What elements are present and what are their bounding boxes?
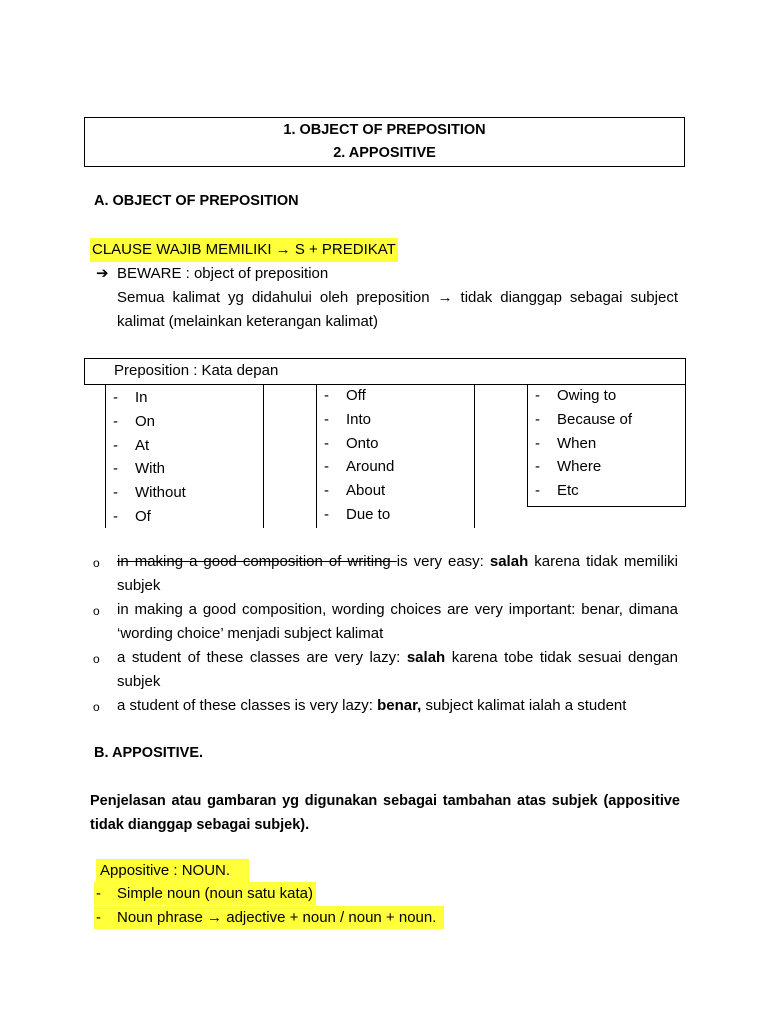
- list-item: - Into: [324, 410, 372, 428]
- list-item: - Because of: [535, 410, 633, 428]
- bullet-icon: o: [93, 652, 100, 666]
- beware-note: BEWARE : object of preposition: [117, 265, 329, 282]
- appositive-definition: Penjelasan atau gambaran yg digunakan sebagai tambahan atas subjek (appositive tidak dianggap sebagai subjek).: [90, 793, 680, 833]
- list-item: - On: [113, 412, 156, 430]
- title-line-1: 1. OBJECT OF PREPOSITION: [283, 122, 486, 138]
- list-item: o a student of these classes are very lazy: salah karena tobe tidak sesuai dengan subjek: [93, 649, 678, 690]
- list-item: - Where: [535, 458, 602, 476]
- section-a-heading: A. OBJECT OF PREPOSITION: [94, 193, 299, 209]
- bullet-icon: o: [93, 700, 100, 714]
- col2-right-border: [474, 385, 475, 528]
- list-item: - At: [113, 436, 150, 454]
- list-item: o in making a good composition of writing is very easy: salah karena tidak memiliki subjek: [93, 553, 679, 594]
- col2-left-border: [316, 385, 317, 528]
- list-item: - Etc: [535, 482, 579, 500]
- list-item: - In: [113, 389, 148, 406]
- beware-arrow-icon: ➔: [96, 265, 109, 282]
- col1-left-border: [105, 385, 106, 528]
- title-line-2: 2. APPOSITIVE: [333, 145, 436, 161]
- list-item: - When: [535, 434, 597, 452]
- list-item: - About: [324, 482, 386, 500]
- list-item: - Of: [113, 507, 151, 525]
- preposition-table-header: Preposition : Kata depan: [84, 358, 686, 385]
- list-item: - Around: [324, 458, 395, 476]
- preposition-column-2: [324, 384, 464, 527]
- appositive-type-1: - Simple noun (noun satu kata): [94, 882, 316, 905]
- bullet-icon: o: [93, 556, 100, 570]
- list-item: - Onto: [324, 434, 379, 452]
- list-item: - Due to: [324, 505, 391, 523]
- title-box: [84, 117, 685, 167]
- appositive-label: Appositive : NOUN.: [96, 859, 249, 882]
- preposition-column-1: [113, 386, 253, 529]
- bullet-icon: o: [93, 604, 100, 618]
- preposition-column-3: [535, 384, 680, 503]
- col3-left-border: [527, 385, 528, 507]
- col1-right-border: [263, 385, 264, 528]
- list-item: o a student of these classes is very lazy: benar, subject kalimat ialah a student: [117, 694, 678, 718]
- list-item: - Owing to: [535, 387, 617, 404]
- list-item: - Off: [324, 387, 366, 404]
- section-b-heading: B. APPOSITIVE.: [94, 745, 204, 761]
- col3-bottom-border: [527, 506, 686, 507]
- list-item: - Without: [113, 484, 186, 502]
- preposition-note: Semua kalimat yg didahului oleh preposition → tidak dianggap sebagai subject kalimat (melainkan keterangan kalimat): [117, 289, 678, 330]
- list-item: o in making a good composition, wording choices are very important: benar, dimana ‘wording choice’ menjadi subject kalimat: [93, 601, 678, 642]
- appositive-type-2: - Noun phrase → adjective + noun / noun + noun.: [94, 906, 444, 929]
- col3-right-border: [685, 385, 686, 507]
- clause-rule: CLAUSE WAJIB MEMILIKI → S + PREDIKAT: [90, 238, 398, 262]
- example-list: [93, 550, 679, 718]
- list-item: - With: [113, 460, 165, 478]
